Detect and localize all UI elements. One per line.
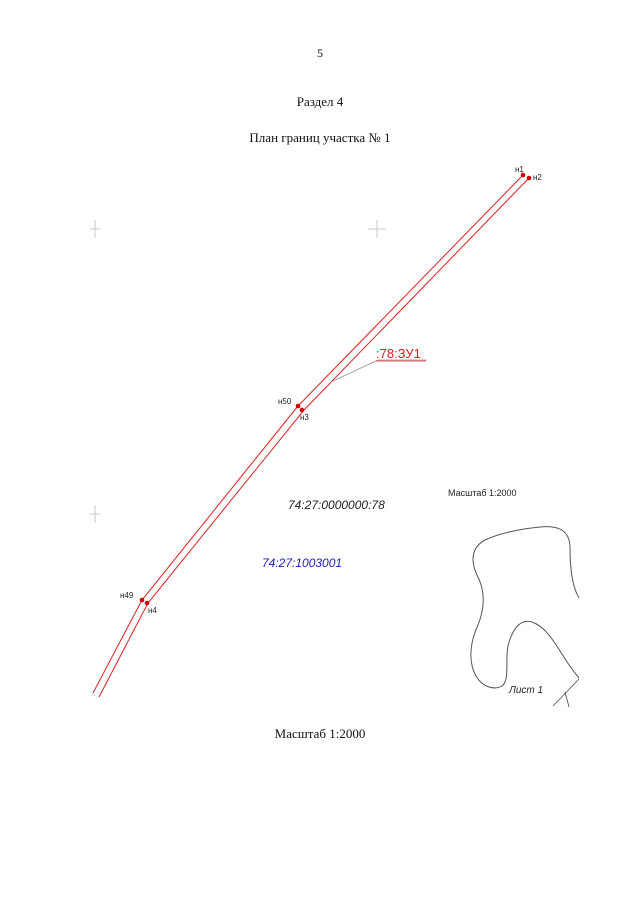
point-label-n3: н3	[300, 413, 309, 422]
point-n3-marker	[300, 408, 305, 413]
boundary-line-north	[93, 175, 523, 693]
inset-outline	[471, 527, 579, 688]
inset-diagonal-line	[553, 679, 579, 706]
point-label-n4: н4	[148, 606, 157, 615]
block-cadastral-number: 74:27:1003001	[262, 556, 343, 570]
point-n2-marker	[527, 176, 532, 181]
point-label-n50: н50	[278, 397, 292, 406]
point-label-n1: н1	[515, 165, 524, 174]
point-label-n2: н2	[533, 173, 542, 182]
inset-edge-line	[565, 692, 569, 707]
point-n4-marker	[145, 601, 150, 606]
point-n49-marker	[140, 598, 145, 603]
point-label-n49: н49	[120, 591, 134, 600]
parcel-cadastral-number: 74:27:0000000:78	[288, 498, 385, 512]
point-n50-marker	[296, 404, 301, 409]
parcel-label: :78:ЗУ1	[376, 346, 421, 361]
boundary-line-south	[99, 178, 529, 697]
inset-scale-label: Масштаб 1:2000	[448, 488, 517, 498]
plan-title: План границ участка № 1	[249, 130, 391, 145]
section-title: Раздел 4	[296, 94, 344, 109]
parcel-label-leader	[331, 360, 426, 382]
page-number: 5	[317, 46, 323, 60]
inset-sheet-label: Лист 1	[509, 685, 544, 696]
parcel-boundary	[93, 175, 529, 697]
footer-scale: Масштаб 1:2000	[274, 726, 366, 741]
